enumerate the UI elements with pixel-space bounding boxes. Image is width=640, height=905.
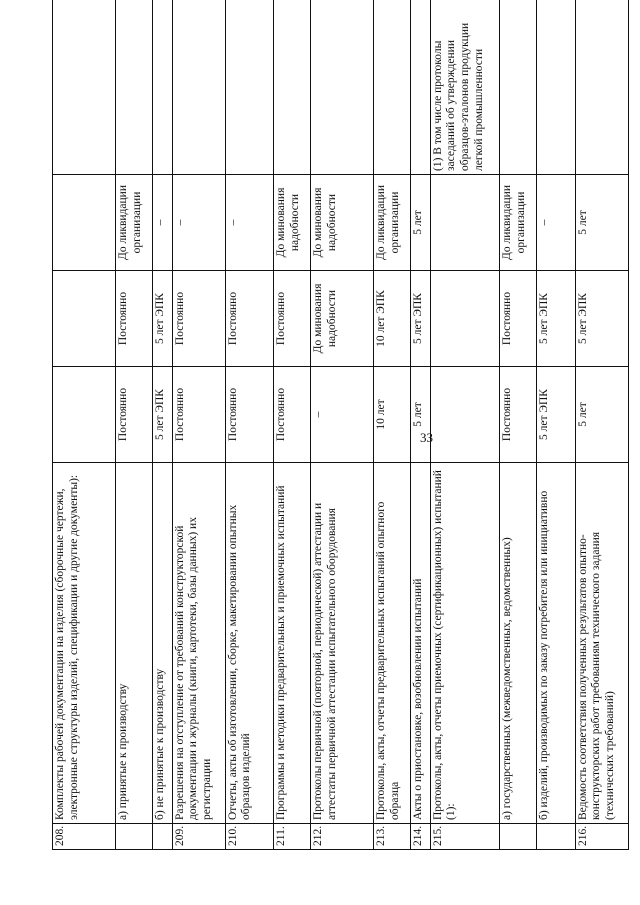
row-name: Программы и методики предварительных и приемочных испытаний: [274, 463, 311, 824]
retention-col-1: 5 лет: [575, 367, 628, 463]
row-name: Ведомость соответствия полученных результатов опытно-конструкторских работ требованиям технического задания (технических требований): [575, 463, 628, 824]
retention-col-2: Постоянно: [116, 271, 153, 367]
row-number: 209.: [172, 824, 225, 850]
retention-col-3: –: [537, 175, 576, 271]
row-name: Протоколы, акты, отчеты приемочных (сертификационных) испытаний (1):: [430, 463, 500, 824]
row-note: [225, 0, 274, 175]
retention-col-3: До минования надобности: [274, 175, 311, 271]
row-note: [537, 0, 576, 175]
retention-col-3: 5 лет: [575, 175, 628, 271]
row-number: 214.: [410, 824, 430, 850]
retention-col-3: До ликвидации организации: [374, 175, 411, 271]
table-row: [537, 0, 576, 850]
retention-col-1: Постоянно: [172, 367, 225, 463]
row-name: б) изделий, производимых по заказу потребителя или инициативно: [537, 463, 576, 824]
table-row: [430, 0, 500, 850]
table-row: [500, 0, 537, 850]
retention-col-3: –: [152, 175, 172, 271]
row-number: 210.: [225, 824, 274, 850]
retention-col-1: [53, 367, 116, 463]
retention-col-2: 10 лет ЭПК: [374, 271, 411, 367]
row-number: [116, 824, 153, 850]
retention-col-1: Постоянно: [225, 367, 274, 463]
row-number: 212.: [311, 824, 374, 850]
retention-col-1: 5 лет ЭПК: [152, 367, 172, 463]
row-name: Комплекты рабочей документации на изделия (сборочные чертежи, электронные структуры изделий, спецификации и другие документы):: [53, 463, 116, 824]
table-row: [116, 0, 153, 850]
row-name: Протоколы, акты, отчеты предварительных испытаний опытного образца: [374, 463, 411, 824]
row-name: б) не принятые к производству: [152, 463, 172, 824]
retention-col-2: [430, 271, 500, 367]
table-row: [374, 0, 411, 850]
row-note: [311, 0, 374, 175]
retention-col-1: Постоянно: [116, 367, 153, 463]
table-row: [152, 0, 172, 850]
table-row: [274, 0, 311, 850]
document-table: [52, 0, 629, 850]
row-note: [410, 0, 430, 175]
row-number: 213.: [374, 824, 411, 850]
retention-col-1: Постоянно: [500, 367, 537, 463]
retention-col-1: –: [311, 367, 374, 463]
row-number: 208.: [53, 824, 116, 850]
table-row: [575, 0, 628, 850]
retention-col-2: [53, 271, 116, 367]
row-name: Отчеты, акты об изготовлении, сборке, макетировании опытных образцов изделий: [225, 463, 274, 824]
page-number: 33: [420, 430, 433, 445]
retention-col-3: До ликвидации организации: [500, 175, 537, 271]
table-row: [410, 0, 430, 850]
row-note: [575, 0, 628, 175]
row-note: [116, 0, 153, 175]
table-row: [53, 0, 116, 850]
table-row: [311, 0, 374, 850]
row-note: [152, 0, 172, 175]
row-note: [500, 0, 537, 175]
retention-col-1: 5 лет: [410, 367, 430, 463]
row-note: [374, 0, 411, 175]
row-note: [172, 0, 225, 175]
retention-col-1: 5 лет ЭПК: [537, 367, 576, 463]
retention-col-2: Постоянно: [500, 271, 537, 367]
retention-col-3: До ликвидации организации: [116, 175, 153, 271]
retention-col-2: 5 лет ЭПК: [152, 271, 172, 367]
retention-col-3: [53, 175, 116, 271]
retention-col-2: 5 лет ЭПК: [410, 271, 430, 367]
retention-col-2: До минования надобности: [311, 271, 374, 367]
retention-col-2: Постоянно: [225, 271, 274, 367]
row-number: [152, 824, 172, 850]
table-row: [225, 0, 274, 850]
row-name: а) принятые к производству: [116, 463, 153, 824]
retention-col-2: Постоянно: [172, 271, 225, 367]
row-name: а) государственных (межведомственных, ведомственных): [500, 463, 537, 824]
retention-col-2: 5 лет ЭПК: [537, 271, 576, 367]
retention-col-1: Постоянно: [274, 367, 311, 463]
retention-col-1: [430, 367, 500, 463]
retention-col-3: –: [225, 175, 274, 271]
row-name: Акты о приостановке, возобновлении испытаний: [410, 463, 430, 824]
retention-col-3: [430, 175, 500, 271]
row-note: [274, 0, 311, 175]
row-number: 216.: [575, 824, 628, 850]
row-number: [537, 824, 576, 850]
row-number: 211.: [274, 824, 311, 850]
retention-col-3: До минования надобности: [311, 175, 374, 271]
retention-col-3: –: [172, 175, 225, 271]
table-row: [172, 0, 225, 850]
row-name: Протоколы первичной (повторной, периодической) аттестации и аттестаты первичной аттестации испытательного оборудования: [311, 463, 374, 824]
retention-col-1: 10 лет: [374, 367, 411, 463]
document-table-rotated: [52, 0, 629, 850]
row-number: [500, 824, 537, 850]
row-number: 215.: [430, 824, 500, 850]
retention-col-2: Постоянно: [274, 271, 311, 367]
retention-col-2: 5 лет ЭПК: [575, 271, 628, 367]
retention-col-3: 5 лет: [410, 175, 430, 271]
row-note: [53, 0, 116, 175]
row-note: (1) В том числе протоколы заседаний об утверждении образцов-эталонов продукции легкой промышленности: [430, 0, 500, 175]
row-name: Разрешения на отступление от требований конструкторской документации и журналы (книги, картотеки, базы данных) их регистрации: [172, 463, 225, 824]
